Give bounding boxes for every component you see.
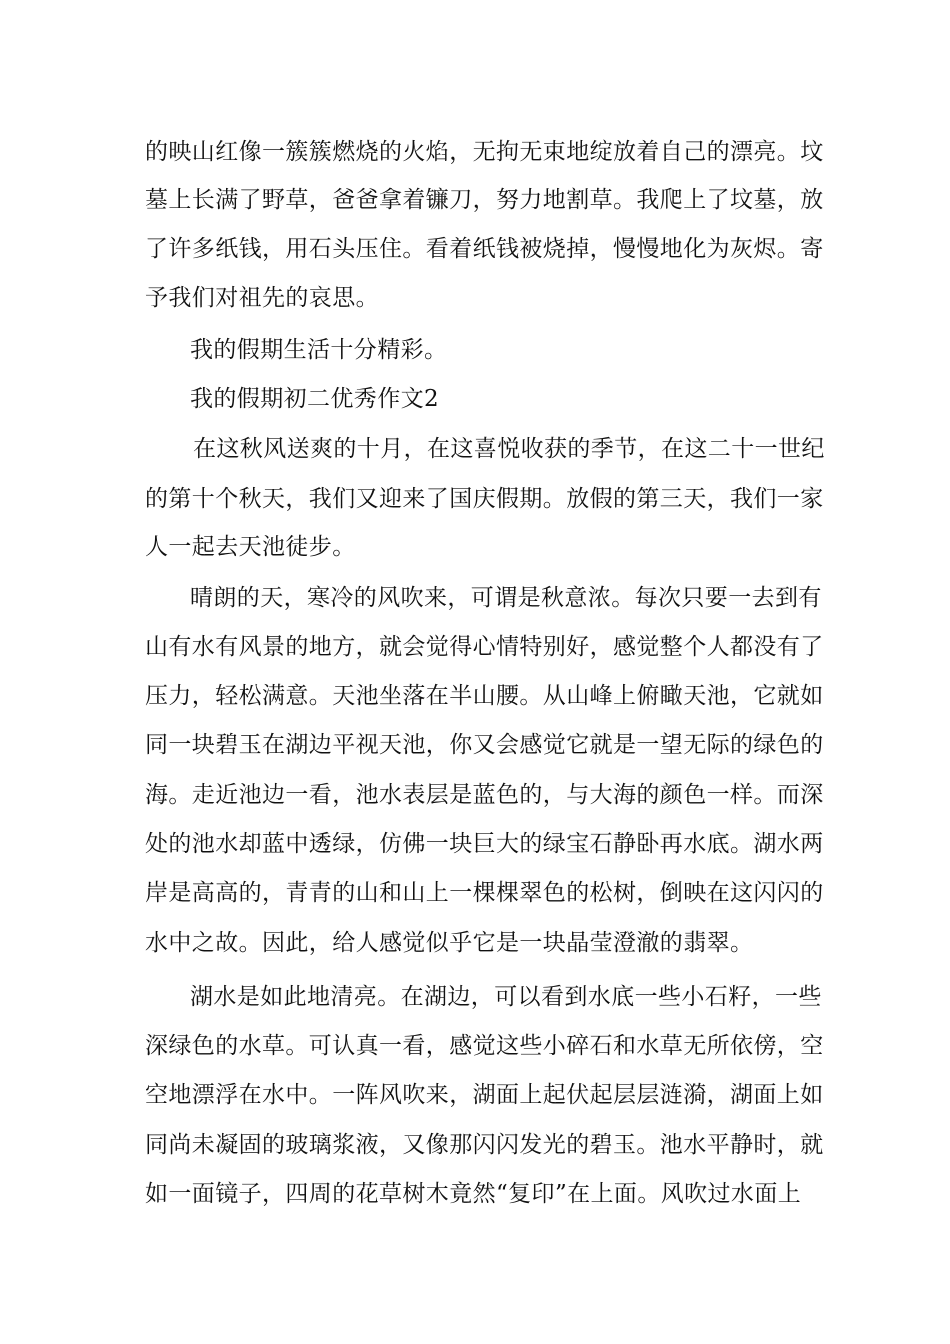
text-line: 同一块碧玉在湖边平视天池，你又会感觉它就是一望无际的绿色的 [145,732,824,758]
text-line: 压力，轻松满意。天池坐落在半山腰。从山峰上俯瞰天池，它就如 [145,683,824,709]
text-line: 的第十个秋天，我们又迎来了国庆假期。放假的第三天，我们一家 [145,486,824,512]
text-line: 的映山红像一簇簇燃烧的火焰，无拘无束地绽放着自己的漂亮。坟 [145,139,824,165]
paragraph-line: 在这秋风送爽的十月，在这喜悦收获的季节，在这二十一世纪 [193,436,825,462]
text-line: 处的池水却蓝中透绿，仿佛一块巨大的绿宝石静卧再水底。湖水两 [145,831,824,857]
text-line: 深绿色的水草。可认真一看，感觉这些小碎石和水草无所依傍，空 [145,1033,824,1059]
text-line: 同尚未凝固的玻璃浆液，又像那闪闪发光的碧玉。池水平静时，就 [145,1132,824,1158]
text-line: 墓上长满了野草，爸爸拿着镰刀，努力地割草。我爬上了坟墓，放 [145,187,824,213]
text-line: 人一起去天池徒步。 [145,534,356,560]
text-line: 水中之故。因此，给人感觉似乎它是一块晶莹澄澈的翡翠。 [145,930,754,956]
section-heading: 我的假期初二优秀作文2 [190,386,440,412]
paragraph-line: 晴朗的天，寒冷的风吹来，可谓是秋意浓。每次只要一去到有 [190,585,822,611]
text-line: 如一面镜子，四周的花草树木竟然“复印”在上面。风吹过水面上 [145,1181,802,1207]
paragraph-line: 我的假期生活十分精彩。 [190,337,448,363]
text-line: 了许多纸钱，用石头压住。看着纸钱被烧掉，慢慢地化为灰烬。寄 [145,236,824,262]
text-line: 海。走近池边一看，池水表层是蓝色的，与大海的颜色一样。而深 [145,782,824,808]
text-line: 岸是高高的，青青的山和山上一棵棵翠色的松树，倒映在这闪闪的 [145,880,824,906]
text-line: 山有水有风景的地方，就会觉得心情特别好，感觉整个人都没有了 [145,634,824,660]
text-line: 予我们对祖先的哀思。 [145,285,379,311]
paragraph-line: 湖水是如此地清亮。在湖边，可以看到水底一些小石籽，一些 [190,984,822,1010]
text-line: 空地漂浮在水中。一阵风吹来，湖面上起伏起层层涟漪，湖面上如 [145,1082,824,1108]
